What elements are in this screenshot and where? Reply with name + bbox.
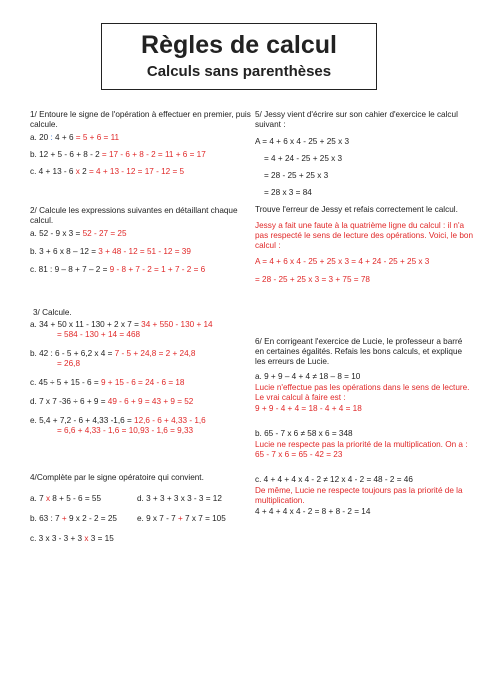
exercise-4-prompt: 4/Complète par le signe opératoire qui convient. bbox=[30, 473, 204, 482]
exercise-1-prompt: 1/ Entoure le signe de l'opération à effectuer en premier, puis calcule. bbox=[30, 110, 251, 129]
exercise-5-correct-2: = 28 - 25 + 25 x 3 = 3 + 75 = 78 bbox=[255, 275, 370, 284]
page-title: Règles de calcul bbox=[141, 31, 337, 59]
exercise-6-line-b: b. 65 - 7 x 6 ≠ 58 x 6 = 348 bbox=[255, 429, 353, 438]
exercise-6-line-a: a. 9 + 9 – 4 + 4 ≠ 18 – 8 = 10 bbox=[255, 372, 361, 381]
exercise-1-line-a: a. 20 : 4 + 6 = 5 + 6 = 11 bbox=[30, 133, 120, 142]
exercise-5-step-2: = 4 + 24 - 25 + 25 x 3 bbox=[264, 154, 343, 163]
exercise-2-line-b: b. 3 + 6 x 8 – 12 = 3 + 48 - 12 = 51 - 12 = 39 bbox=[30, 247, 191, 256]
exercise-3 bbox=[30, 308, 252, 436]
exercise-6-explanation-b: Lucie ne respecte pas la priorité de la multiplication. On a : 65 - 7 x 6 = 65 - 42 = 23 bbox=[255, 440, 468, 459]
exercise-3-line-b: b. 42 : 6 - 5 + 6,2 x 4 = 7 - 5 + 24,8 = 2 + 24,8 bbox=[30, 349, 196, 358]
exercise-3-line-a2: = 584 - 130 + 14 = 468 bbox=[57, 330, 141, 339]
exercise-3-line-c: c. 45 ÷ 5 + 15 - 6 = 9 + 15 - 6 = 24 - 6 = 18 bbox=[30, 378, 185, 387]
exercise-1 bbox=[30, 110, 252, 177]
exercise-6-line-c: c. 4 + 4 + 4 x 4 - 2 ≠ 12 x 4 - 2 = 48 - 2 = 46 bbox=[255, 475, 413, 484]
exercise-6 bbox=[255, 337, 473, 517]
exercise-5-step-4: = 28 x 3 = 84 bbox=[264, 188, 312, 197]
exercise-4 bbox=[30, 473, 256, 553]
exercise-4-item-e: e. 9 x 7 - 7 + 7 x 7 = 105 bbox=[137, 514, 226, 523]
exercise-3-line-e2: = 6,6 + 4,33 - 1,6 = 10,93 - 1,6 = 9,33 bbox=[57, 426, 194, 435]
exercise-6-explanation-c: De même, Lucie ne respecte toujours pas la priorité de la multiplication. bbox=[255, 486, 463, 505]
exercise-5 bbox=[255, 110, 473, 285]
exercise-2 bbox=[30, 206, 252, 275]
exercise-6-fix-c: 4 + 4 + 4 x 4 - 2 = 8 + 8 - 2 = 14 bbox=[255, 507, 371, 516]
exercise-3-line-b2: = 26,8 bbox=[57, 359, 80, 368]
exercise-1-line-c: c. 4 + 13 - 6 x 2 = 4 + 13 - 12 = 17 - 12 = 5 bbox=[30, 167, 185, 176]
exercise-2-line-a: a. 52 - 9 x 3 = 52 - 27 = 25 bbox=[30, 229, 127, 238]
exercise-6-prompt: 6/ En corrigeant l'exercice de Lucie, le professeur a barré en certaines égalités. Refais les bons calculs, et explique les erreurs de Lucie. bbox=[255, 337, 463, 366]
exercise-4-item-c: c. 3 x 3 - 3 + 3 x 3 = 15 bbox=[30, 534, 114, 543]
exercise-4-item-d: d. 3 + 3 + 3 x 3 - 3 = 12 bbox=[137, 494, 222, 503]
exercise-3-line-e: e. 5,4 + 7,2 - 6 + 4,33 -1,6 = 12,6 - 6 + 4,33 - 1,6 bbox=[30, 416, 206, 425]
exercise-3-line-a: a. 34 + 50 x 11 - 130 + 2 x 7 = 34 + 550 - 130 + 14 bbox=[30, 320, 213, 329]
exercise-3-prompt: 3/ Calcule. bbox=[33, 308, 72, 317]
exercise-5-correct-1: A = 4 + 6 x 4 - 25 + 25 x 3 = 4 + 24 - 25 + 25 x 3 bbox=[255, 257, 430, 266]
exercise-5-step-3: = 28 - 25 + 25 x 3 bbox=[264, 171, 329, 180]
title-box bbox=[101, 23, 377, 90]
exercise-4-item-b: b. 63 : 7 + 9 x 2 - 2 = 25 bbox=[30, 514, 117, 523]
exercise-4-item-a: a. 7 x 8 + 5 - 6 = 55 bbox=[30, 494, 102, 503]
exercise-2-prompt: 2/ Calcule les expressions suivantes en détaillant chaque calcul. bbox=[30, 206, 238, 225]
exercise-5-answer: Jessy a fait une faute à la quatrième ligne du calcul : il n'a pas respecté le sens de lecture des opérations. Voici, le bon calcul : bbox=[255, 221, 474, 250]
exercise-1-line-b: b. 12 + 5 - 6 + 8 - 2 = 17 - 6 + 8 - 2 = 11 + 6 = 17 bbox=[30, 150, 206, 159]
exercise-5-step-1: A = 4 + 6 x 4 - 25 + 25 x 3 bbox=[255, 137, 349, 146]
exercise-5-prompt: 5/ Jessy vient d'écrire sur son cahier d'exercice le calcul suivant : bbox=[255, 110, 458, 129]
exercise-5-question: Trouve l'erreur de Jessy et refais correctement le calcul. bbox=[255, 205, 458, 214]
exercise-6-explanation-a: Lucie n'effectue pas les opérations dans le sens de lecture. Le vrai calcul à faire est : bbox=[255, 383, 470, 402]
exercise-6-fix-a: 9 + 9 - 4 + 4 = 18 - 4 + 4 = 18 bbox=[255, 404, 362, 413]
exercise-2-line-c: c. 81 : 9 – 8 + 7 – 2 = 9 - 8 + 7 - 2 = 1 + 7 - 2 = 6 bbox=[30, 265, 206, 274]
page-subtitle: Calculs sans parenthèses bbox=[146, 63, 332, 80]
exercise-3-line-d: d. 7 x 7 -36 ÷ 6 + 9 = 49 - 6 + 9 = 43 + 9 = 52 bbox=[30, 397, 194, 406]
